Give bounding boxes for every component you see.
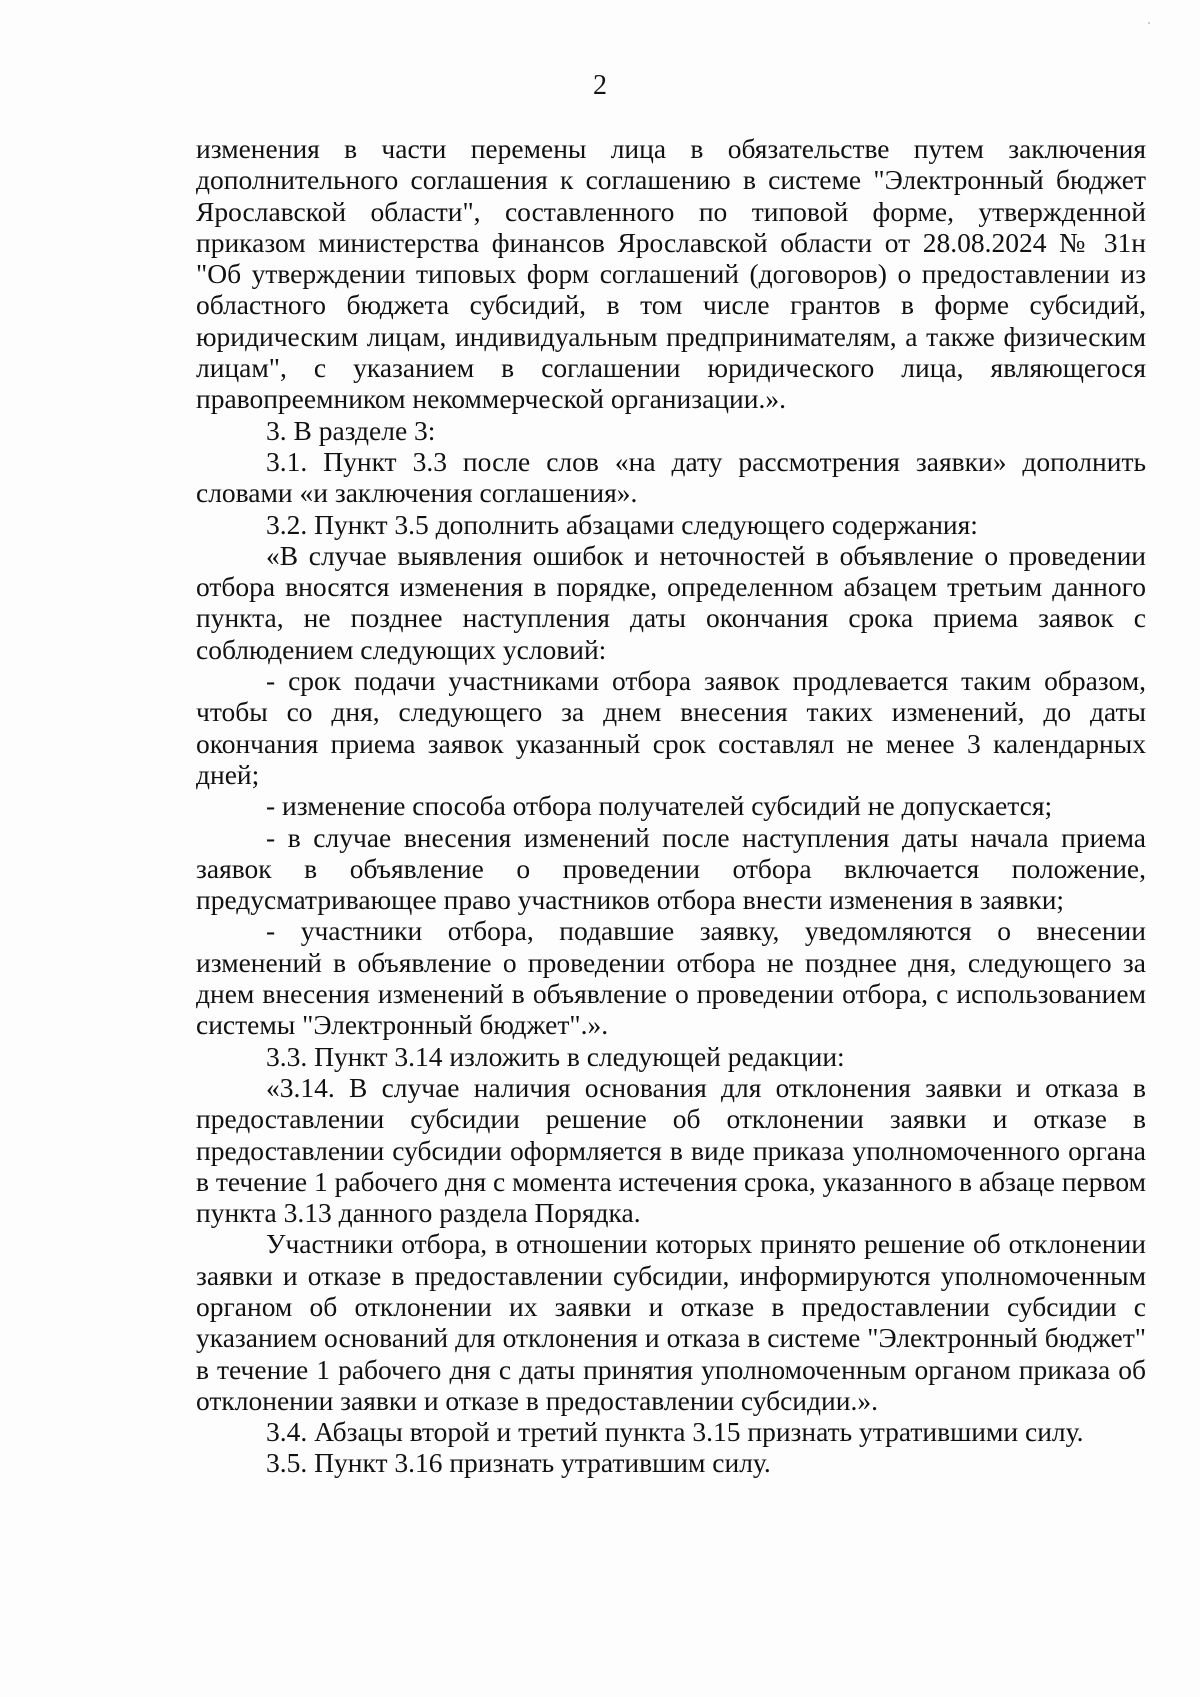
paragraph-bullet-notify: - участники отбора, подавшие заявку, уведомляются о внесении изменений в объявление о проведении отбора не позднее дня, следующего за днем внесения изменений в объявление о проведении отбора, с использованием системы "Электронный бюджет".».	[196, 915, 1146, 1041]
paragraph-participants: Участники отбора, в отношении которых принято решение об отклонении заявки и отказе в предоставлении субсидии, информируются уполномоченным органом об отклонении их заявки и отказе в предоставлении субсидии с указанием оснований для отклонения и отказа в системе "Электронный бюджет" в течение 1 рабочего дня с даты принятия уполномоченным органом приказа об отклонении заявки и отказе в предоставлении субсидии.».	[196, 1228, 1146, 1416]
paragraph-errors-correction: «В случае выявления ошибок и неточностей в объявление о проведении отбора вносятся изменения в порядке, определенном абзацем третьим данного пункта, не позднее наступления даты окончания срока приема заявок с соблюдением следующих условий:	[196, 539, 1146, 665]
paragraph-3-14: «3.14. В случае наличия основания для отклонения заявки и отказа в предоставлении субсидии решение об отклонении заявки и отказе в предоставлении субсидии оформляется в виде приказа уполномоченного органа в течение 1 рабочего дня с момента истечения срока, указанного в абзаце первом пункта 3.13 данного раздела Порядка.	[196, 1071, 1146, 1229]
paragraph-3-3: 3.3. Пункт 3.14 изложить в следующей редакции:	[266, 1040, 845, 1072]
paragraph-3-5: 3.5. Пункт 3.16 признать утратившим силу.	[266, 1447, 771, 1479]
paragraph-3-2: 3.2. Пункт 3.5 дополнить абзацами следующего содержания:	[266, 508, 978, 540]
paragraph-section-3: 3. В разделе 3:	[266, 414, 436, 446]
paragraph-3-1: 3.1. Пункт 3.3 после слов «на дату рассмотрения заявки» дополнить словами «и заключения соглашения».	[196, 445, 1146, 509]
paragraph-bullet-method: - изменение способа отбора получателей субсидий не допускается;	[266, 790, 1053, 822]
page-number: 2	[593, 70, 607, 101]
paragraph-continuation: изменения в части перемены лица в обязательстве путем заключения дополнительного соглашения к соглашению в системе "Электронный бюджет Ярославской области", составленного по типовой форме, утвержденной приказом министерства финансов Ярославской области от 28.08.2024 № 31н "Об утверждении типовых форм соглашений (договоров) о предоставлении из областного бюджета субсидий, в том числе грантов в форме субсидий, юридическим лицам, индивидуальным предпринимателям, а также физическим лицам", с указанием в соглашении юридического лица, являющегося правопреемником некоммерческой организации.».	[196, 133, 1146, 415]
paragraph-3-4: 3.4. Абзацы второй и третий пункта 3.15 признать утратившими силу.	[266, 1416, 1084, 1448]
paragraph-bullet-deadline: - срок подачи участниками отбора заявок продлевается таким образом, чтобы со дня, следующего за днем внесения таких изменений, до даты окончания приема заявок указанный срок составлял не менее 3 календарных дней;	[196, 665, 1146, 790]
document-body	[196, 133, 1146, 1479]
scan-speck	[1148, 22, 1150, 24]
paragraph-bullet-changes: - в случае внесения изменений после наступления даты начала приема заявок в объявление о проведении отбора включается положение, предусматривающее право участников отбора внести изменения в заявки;	[196, 821, 1146, 916]
